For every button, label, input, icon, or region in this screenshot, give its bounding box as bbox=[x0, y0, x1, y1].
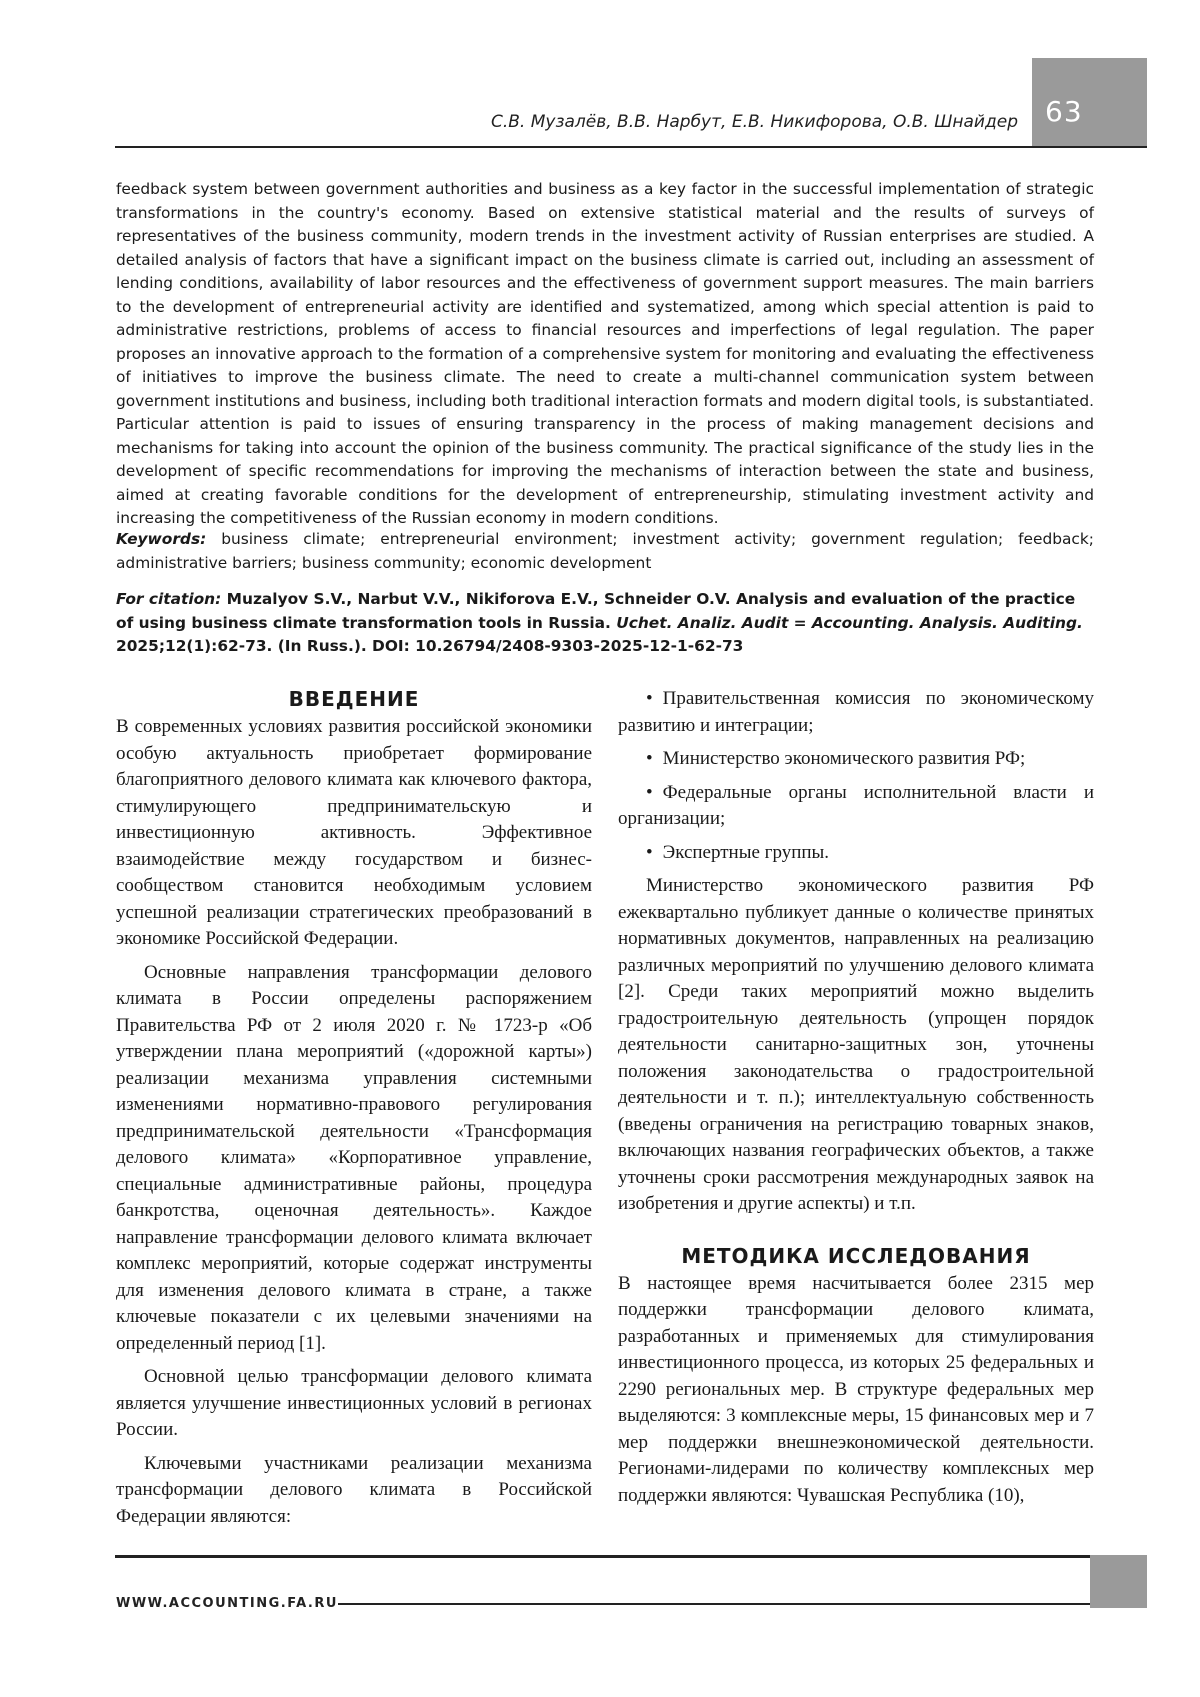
citation-label: For citation: bbox=[116, 590, 222, 608]
footer-divider bbox=[115, 1555, 1090, 1558]
citation-authors-title: Muzalyov S.V., Narbut V.V., Nikiforova E.V., Schneider O.V. Analysis and evaluation of the practice of using business climate transformation tools in Russia. bbox=[116, 590, 1076, 632]
keywords-label: Keywords: bbox=[116, 530, 207, 548]
list-item: • Министерство экономического развития РФ; bbox=[618, 746, 1094, 773]
citation bbox=[116, 588, 1094, 659]
right-column bbox=[618, 686, 1094, 1516]
page-number: 63 bbox=[1045, 95, 1083, 128]
citation-details: 2025;12(1):62-73. (In Russ.). DOI: 10.26794/2408-9303-2025-12-1-62-73 bbox=[116, 637, 744, 655]
keywords bbox=[116, 528, 1094, 575]
keywords-list: business climate; entrepreneurial environment; investment activity; government regulation; feedback; administrative barriers; business community; economic development bbox=[116, 530, 1094, 572]
intro-paragraph-4: Ключевыми участниками реализации механизма трансформации делового климата в Российской Федерации являются: bbox=[116, 1452, 592, 1527]
ministry-paragraph: Министерство экономического развития РФ ежеквартально публикует данные о количестве принятых нормативных документов, направленных на реализацию различных мероприятий по улучшению делового климата [2]. Среди таких мероприятий можно выделить градостроительную деятельность (упрощен порядок деятельности санитарно-защитных зон, уточнены положения законодательства о градостроительной деятельности и т. п.); интеллектуальную собственность (введены ограничения на регистрацию товарных знаков, включающих названия географических объектов, а также уточнены сроки рассмотрения международных заявок на изобретения и другие аспекты) и т.п. bbox=[618, 875, 1094, 1214]
citation-journal: Uchet. Analiz. Audit = Accounting. Analysis. Auditing. bbox=[616, 613, 1083, 632]
abstract-text: feedback system between government authorities and business as a key factor in the successful implementation of strategic transformations in the country's economy. Based on extensive statistical material and the results of surveys of representatives of the business community, modern trends in the investment activity of Russian enterprises are studied. A detailed analysis of factors that have a significant impact on the business climate is carried out, including an assessment of lending conditions, availability of labor resources and the effectiveness of government support measures. The main barriers to the development of entrepreneurial activity are identified and systematized, among which special attention is paid to administrative restrictions, problems of access to financial resources and imperfections of legal regulation. The paper proposes an innovative approach to the formation of a comprehensive system for monitoring and evaluating the effectiveness of initiatives to improve the business climate. The need to create a multi-channel communication system between government institutions and business, including both traditional interaction formats and modern digital tools, is substantiated. Particular attention is paid to issues of ensuring transparency in the process of making management decisions and mechanisms for taking into account the opinion of the business community. The practical significance of the study lies in the development of specific recommendations for improving the mechanisms of interaction between the state and business, aimed at creating favorable conditions for the development of entrepreneurship, stimulating investment activity and increasing the competitiveness of the Russian economy in modern conditions. bbox=[116, 180, 1094, 527]
section-gap bbox=[618, 1225, 1094, 1243]
intro-paragraph-1: В современных условиях развития российской экономики особую актуальность приобретает формирование благоприятного делового климата как ключевого фактора, стимулирующего предпринимательскую и инвестиционную активность. Эффективное взаимодействие между государством и бизнес-сообществом становится необходимым условием успешной реализации стратегических преобразований в экономике Российской Федерации. bbox=[116, 716, 592, 949]
running-header-authors: С.В. Музалёв, В.В. Нарбут, Е.В. Никифорова, О.В. Шнайдер bbox=[490, 112, 1018, 132]
section-title-introduction: ВВЕДЕНИЕ bbox=[288, 687, 420, 711]
footer-rule bbox=[338, 1603, 1090, 1605]
intro-paragraph-3: Основной целью трансформации делового климата является улучшение инвестиционных условий в регионах России. bbox=[116, 1366, 592, 1440]
header-divider bbox=[115, 146, 1147, 148]
participants-list bbox=[618, 686, 1094, 866]
list-item: • Экспертные группы. bbox=[618, 840, 1094, 867]
footer-box bbox=[1090, 1555, 1147, 1608]
left-column bbox=[116, 686, 592, 1537]
intro-paragraph-2: Основные направления трансформации делового климата в России определены распоряжением Правительства РФ от 2 июля 2020 г. № 1723-р «Об утверждении плана мероприятий («дорожной карты») реализации механизма управления системными изменениями нормативно-правового регулирования предпринимательской деятельности «Трансформация делового климата» «Корпоративное управление, специальные административные районы, процедура банкротства, оценочная деятельность». Каждое направление трансформации делового климата включает комплекс мероприятий, которые содержат инструменты для изменения делового климата в стране, а также ключевые показатели с их целевыми значениями на определенный период [1]. bbox=[116, 961, 592, 1354]
list-item: • Правительственная комиссия по экономическому развитию и интеграции; bbox=[618, 686, 1094, 739]
list-item: • Федеральные органы исполнительной власти и организации; bbox=[618, 780, 1094, 833]
footer-url: WWW.ACCOUNTING.FA.RU bbox=[116, 1596, 338, 1611]
methodology-paragraph: В настоящее время насчитывается более 2315 мер поддержки трансформации делового климата, разработанных и применяемых для стимулирования инвестиционного процесса, из которых 25 федеральных и 2290 региональных мер. В структуре федеральных мер выделяются: 3 комплексные меры, 15 финансовых мер и 7 мер поддержки внешнеэкономической деятельности. Регионами-лидерами по количеству комплексных мер поддержки являются: Чувашская Республика (10), bbox=[618, 1272, 1094, 1506]
section-title-methodology: МЕТОДИКА ИССЛЕДОВАНИЯ bbox=[681, 1243, 1031, 1268]
